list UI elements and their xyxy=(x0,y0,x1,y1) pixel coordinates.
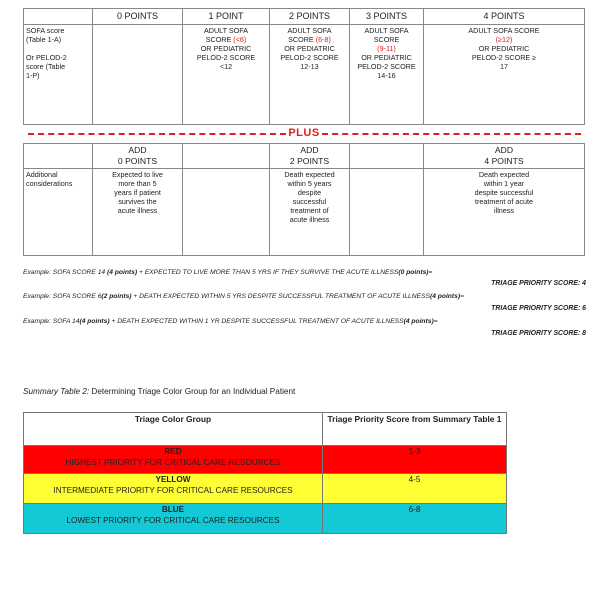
triage-col-score: Triage Priority Score from Summary Table 1 xyxy=(323,413,507,446)
sofa-row xyxy=(24,25,585,125)
triage-desc-red: HIGHEST PRIORITY FOR CRITICAL CARE RESOURCES xyxy=(65,457,281,467)
dashed-divider-left xyxy=(28,133,287,135)
example-2-score: TRIAGE PRIORITY SCORE: 6 xyxy=(491,305,586,312)
sofa-0-points xyxy=(93,25,183,125)
triage-desc-yellow: INTERMEDIATE PRIORITY FOR CRITICAL CARE RESOURCES xyxy=(53,485,293,495)
additional-considerations-row xyxy=(24,168,585,255)
sofa-2-points: ADULT SOFA SCORE (6-8) OR PEDIATRIC PELOD-2 SCORE 12-13 xyxy=(270,25,350,125)
header-1-point: 1 POINT xyxy=(183,9,270,25)
example-3: Example: SOFA 14(4 points) + DEATH EXPECTED WITHIN 1 YR DESPITE SUCCESSFUL TREATMENT OF ACUTE ILLNESS(4 points)= xyxy=(23,318,438,325)
triage-score-yellow: 4-5 xyxy=(323,474,507,504)
example-1: Example: SOFA SCORE 14 (4 points) + EXPECTED TO LIVE MORE THAN 5 YRS IF THEY SURVIVE THE ACUTE ILLNESS(0 points)= xyxy=(23,269,433,276)
header-row xyxy=(24,9,585,25)
add-0-points: ADD 0 POINTS xyxy=(93,144,183,168)
triage-col-color: Triage Color Group xyxy=(24,413,323,446)
triage-header-row xyxy=(24,413,507,446)
header-0-points: 0 POINTS xyxy=(93,9,183,25)
header-3-points: 3 POINTS xyxy=(350,9,424,25)
summary-table-caption: Summary Table 2: Determining Triage Color Group for an Individual Patient xyxy=(23,387,296,396)
additional-2-points: Death expected within 5 years despite successful treatment of acute illness xyxy=(270,168,350,255)
sofa-1-point: ADULT SOFA SCORE (<6) OR PEDIATRIC PELOD-2 SCORE <12 xyxy=(183,25,270,125)
sofa-label: SOFA score (Table 1-A) Or PELOD-2 score (Table 1-P) xyxy=(24,25,93,125)
scoring-table xyxy=(23,8,585,256)
header-empty xyxy=(24,9,93,25)
example-1-score: TRIAGE PRIORITY SCORE: 4 xyxy=(491,280,586,287)
plus-row xyxy=(24,125,585,144)
additional-label: Additional considerations xyxy=(24,168,93,255)
additional-0-points: Expected to live more than 5 years if patient survives the acute illness xyxy=(93,168,183,255)
header-4-points: 4 POINTS xyxy=(424,9,585,25)
add-2-points: ADD 2 POINTS xyxy=(270,144,350,168)
triage-color-blue: BLUE xyxy=(161,505,185,514)
additional-4-points: Death expected within 1 year despite successful treatment of acute illness xyxy=(424,168,585,255)
triage-row-yellow xyxy=(24,474,507,504)
triage-row-red xyxy=(24,446,507,474)
add-4-points: ADD 4 POINTS xyxy=(424,144,585,168)
triage-desc-blue: LOWEST PRIORITY FOR CRITICAL CARE RESOURCES xyxy=(66,515,280,525)
example-2: Example: SOFA SCORE 6(2 points) + DEATH EXPECTED WITHIN 5 YRS DESPITE SUCCESSFUL TREATMENT OF ACUTE ILLNESS(4 points)= xyxy=(23,293,464,300)
add-points-row xyxy=(24,144,585,168)
triage-color-table xyxy=(23,412,507,534)
triage-row-blue xyxy=(24,504,507,534)
triage-score-red: 1-3 xyxy=(323,446,507,474)
triage-color-yellow: YELLOW xyxy=(155,475,191,484)
sofa-4-points: ADULT SOFA SCORE (≥12) OR PEDIATRIC PELOD-2 SCORE ≥ 17 xyxy=(424,25,585,125)
header-2-points: 2 POINTS xyxy=(270,9,350,25)
sofa-3-points: ADULT SOFA SCORE (9-11) OR PEDIATRIC PELOD-2 SCORE 14-16 xyxy=(350,25,424,125)
plus-label: PLUS xyxy=(288,127,320,140)
triage-score-blue: 6-8 xyxy=(323,504,507,534)
triage-color-red: RED xyxy=(164,447,182,456)
example-3-score: TRIAGE PRIORITY SCORE: 8 xyxy=(491,330,586,337)
dashed-divider-right xyxy=(322,133,581,135)
